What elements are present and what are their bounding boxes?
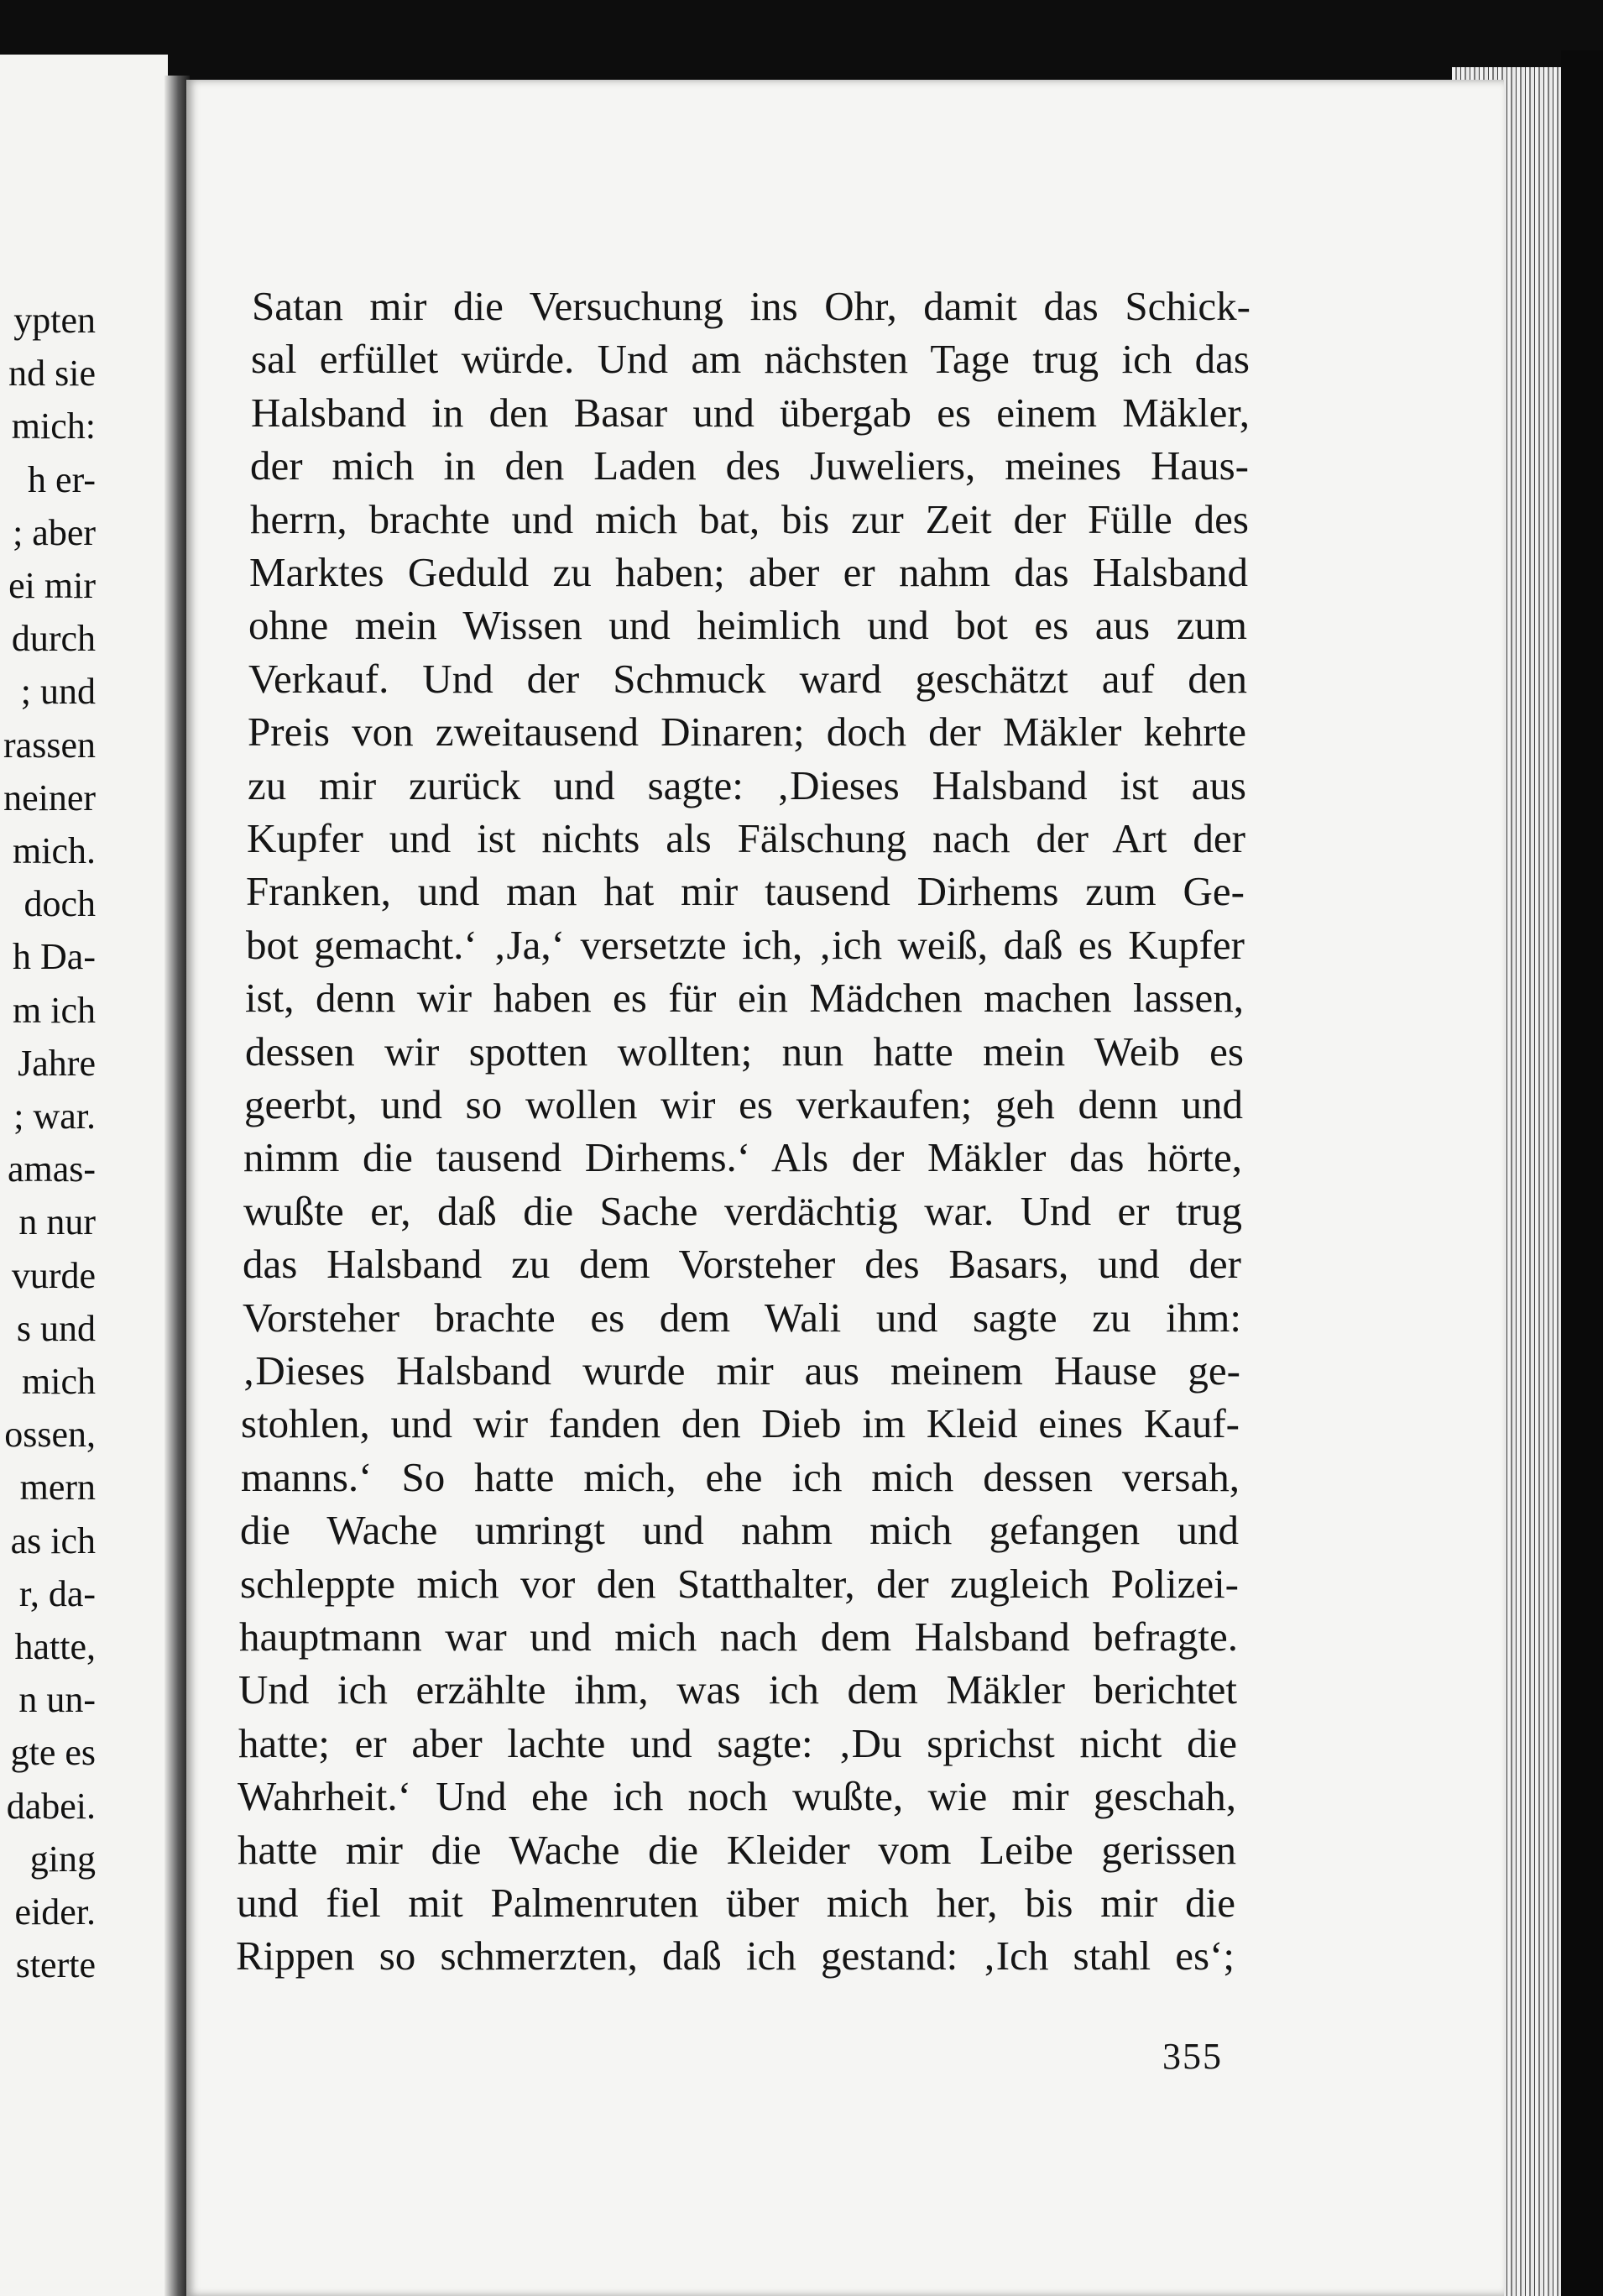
text-line: ohne mein Wissen und heimlich und bot es aus zum xyxy=(248,602,1247,649)
left-page-line: mern xyxy=(19,1467,96,1509)
left-page-line: vurde xyxy=(11,1254,96,1296)
text-line: Franken, und man hat mir tausend Dirhems zum Ge- xyxy=(246,868,1245,915)
text-line: bot gemacht.‘ ‚Ja,‘ versetzte ich, ‚ich weiß, daß es Kupfer xyxy=(246,921,1245,968)
left-page-line: ging xyxy=(29,1838,96,1880)
left-page-line: r, da- xyxy=(18,1572,96,1614)
left-page-line: h Da- xyxy=(13,936,96,978)
text-line: hatte mir die Wache die Kleider vom Leibe gerissen xyxy=(238,1826,1236,1873)
left-page-line: ; war. xyxy=(13,1096,96,1137)
text-line: wußte er, daß die Sache verdächtig war. Und er trug xyxy=(243,1187,1242,1234)
page-edge-shadow xyxy=(1561,50,1603,2296)
text-line: ist, denn wir haben es für ein Mädchen machen lassen, xyxy=(245,975,1244,1022)
text-line: Wahrheit.‘ Und ehe ich noch wußte, wie mir geschah, xyxy=(238,1773,1236,1820)
text-line: Verkauf. Und der Schmuck ward geschätzt auf den xyxy=(248,655,1247,702)
left-page-line: ; aber xyxy=(13,511,96,553)
text-line: Preis von zweitausend Dinaren; doch der Mäkler kehrte xyxy=(248,709,1246,756)
text-line: geerbt, und so wollen wir es verkaufen; geh denn und xyxy=(244,1081,1243,1127)
left-page-line: durch xyxy=(11,618,96,660)
left-page-line: neiner xyxy=(3,777,96,819)
text-line: Halsband in den Basar und übergab es einem Mäkler, xyxy=(251,389,1250,436)
left-page-line: ei mir xyxy=(8,565,96,606)
left-page-line: mich: xyxy=(11,405,96,447)
text-line: manns.‘ So hatte mich, ehe ich mich dessen versah, xyxy=(241,1453,1240,1500)
left-page-line: sterte xyxy=(15,1944,96,1986)
text-line: hauptmann war und mich nach dem Halsband befragte. xyxy=(239,1613,1238,1660)
text-line: schleppte mich vor den Statthalter, der zugleich Polizei- xyxy=(240,1560,1239,1607)
text-line: sal erfüllet würde. Und am nächsten Tage trug ich das xyxy=(251,336,1250,383)
text-line: Rippen so schmerzten, daß ich gestand: ‚Ich stahl es‘; xyxy=(236,1933,1235,1980)
left-page-line: mich xyxy=(22,1361,96,1402)
left-page-line: ; und xyxy=(20,671,96,713)
text-line: nimm die tausend Dirhems.‘ Als der Mäkler das hörte, xyxy=(243,1134,1242,1181)
text-line: Satan mir die Versuchung ins Ohr, damit das Schick- xyxy=(252,283,1251,329)
left-page-line: dabei. xyxy=(6,1785,96,1827)
page-number: 355 xyxy=(1162,2036,1223,2077)
left-page-line: as ich xyxy=(10,1519,96,1561)
left-page-line: n un- xyxy=(18,1679,96,1721)
left-page-line: mich. xyxy=(13,830,96,871)
left-page-line: nd sie xyxy=(8,353,96,395)
text-line: Und ich erzählte ihm, was ich dem Mäkler berichtet xyxy=(238,1666,1237,1713)
left-page-line: h er- xyxy=(28,458,96,500)
text-line: hatte; er aber lachte und sagte: ‚Du sprichst nicht die xyxy=(238,1719,1237,1766)
text-line: und fiel mit Palmenruten über mich her, bis mir die xyxy=(237,1880,1235,1926)
text-line: der mich in den Laden des Juweliers, meines Haus- xyxy=(250,442,1249,489)
text-line: herrn, brachte und mich bat, bis zur Zeit der Fülle des xyxy=(250,495,1249,542)
left-page-line: eider. xyxy=(14,1891,96,1933)
text-line: Vorsteher brachte es dem Wali und sagte zu ihm: xyxy=(243,1294,1241,1341)
text-line: Marktes Geduld zu haben; aber er nahm das Halsband xyxy=(249,549,1248,595)
left-page-line: rassen xyxy=(3,724,96,766)
left-page-line: gte es xyxy=(10,1732,96,1774)
left-page-line: hatte, xyxy=(14,1626,96,1667)
text-line: zu mir zurück und sagte: ‚Dieses Halsband ist aus xyxy=(248,761,1246,808)
text-line: Kupfer und ist nichts als Fälschung nach der Art der xyxy=(247,815,1245,861)
left-page-line: amas- xyxy=(7,1148,96,1190)
left-facing-page xyxy=(0,55,168,2296)
text-line: das Halsband zu dem Vorsteher des Basars, und der xyxy=(243,1241,1241,1288)
text-line: ‚Dieses Halsband wurde mir aus meinem Hause ge- xyxy=(242,1347,1240,1394)
left-page-line: doch xyxy=(23,883,96,925)
left-page-line: Jahre xyxy=(18,1042,96,1084)
left-page-line: n nur xyxy=(18,1201,96,1243)
text-line: die Wache umringt und nahm mich gefangen und xyxy=(240,1507,1239,1554)
left-page-line: ypten xyxy=(13,300,96,341)
left-page-line: ossen, xyxy=(4,1414,96,1456)
left-page-line: s und xyxy=(16,1307,96,1349)
text-line: dessen wir spotten wollten; nun hatte mein Weib es xyxy=(245,1028,1244,1075)
left-page-line: m ich xyxy=(13,989,96,1031)
text-line: stohlen, und wir fanden den Dieb im Kleid eines Kauf- xyxy=(241,1400,1240,1447)
